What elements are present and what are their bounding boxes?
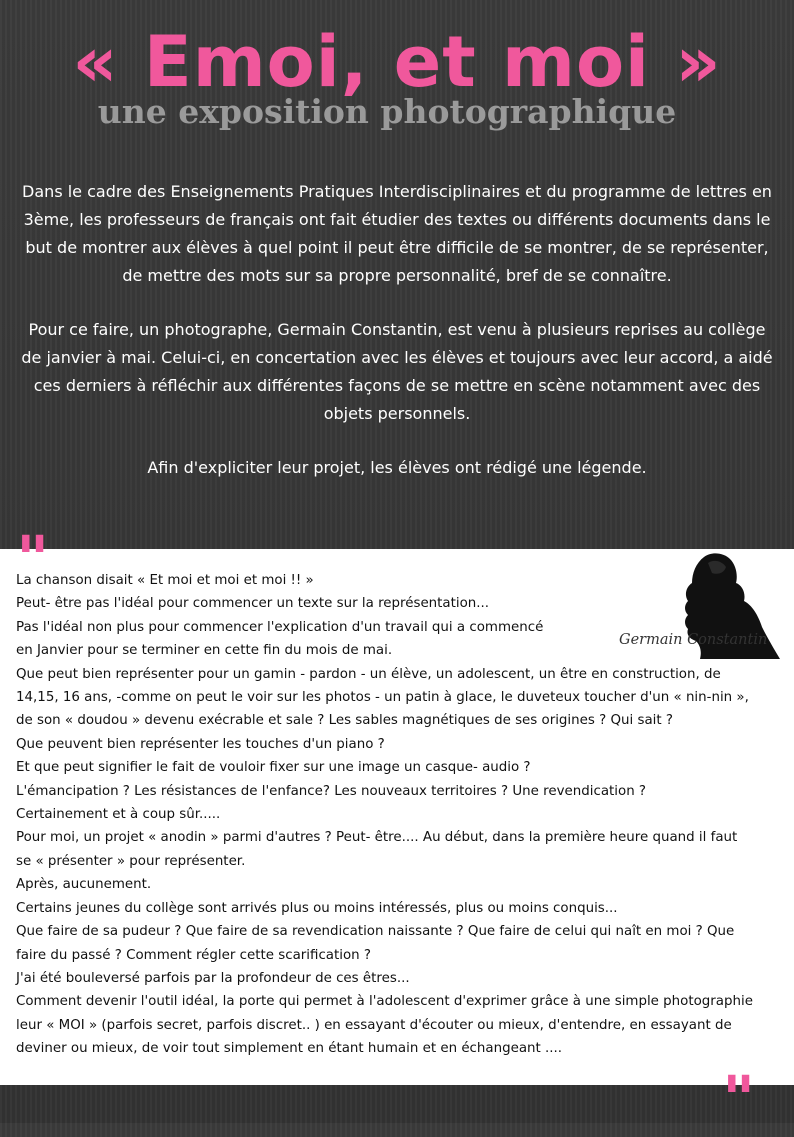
close-quote-mark: " (722, 1062, 756, 1137)
quote-line: Que peut bien représenter pour un gamin - pardon - un élève, un adolescent, un être en construction, de (16, 666, 721, 682)
quote-line: Certainement et à coup sûr..... (16, 807, 221, 823)
quote-line: L'émancipation ? Les résistances de l'enfance? Les nouveaux territoires ? Une revendication ? (16, 783, 647, 799)
photographer-signature: Germain Constantin (619, 632, 768, 648)
poster-title: « Emoi, et moi » (72, 21, 722, 103)
quote-line: leur « MOI » (parfois secret, parfois discret.. ) en essayant d'écouter ou mieux, d'entendre, en essayant de (16, 1017, 732, 1033)
quote-line: Que peuvent bien représenter les touches d'un piano ? (16, 736, 385, 752)
poster-subtitle: une exposition photographique (97, 92, 677, 131)
quote-line: Peut- être pas l'idéal pour commencer un texte sur la représentation... (16, 596, 490, 612)
quote-line: La chanson disait « Et moi et moi et moi !! » (16, 573, 314, 588)
quote-line: se « présenter » pour représenter. (16, 853, 246, 869)
quote-line: 14,15, 16 ans, -comme on peut le voir sur les photos - un patin à glace, le duveteux toucher d'un « nin-nin », (16, 690, 749, 706)
intro-paragraph: Dans le cadre des Enseignements Pratiques Interdisciplinaires et du programme de lettres en 3ème, les professeurs de français ont fait étudier des textes ou différents documents dans le but de montrer aux élèves à quel point il peut être difficile de se montrer, de se représenter, de mettre des mots sur sa propre personnalité, bref de se connaître. (22, 182, 772, 285)
quote-line: Et que peut signifier le fait de vouloir fixer sur une image un casque- audio ? (16, 760, 531, 776)
open-quote-mark: " (16, 522, 50, 597)
quote-line: Comment devenir l'outil idéal, la porte qui permet à l'adolescent d'exprimer grâce à une simple photographie (16, 994, 753, 1010)
intro-paragraph: Pour ce faire, un photographe, Germain Constantin, est venu à plusieurs reprises au collège de janvier à mai. Celui-ci, en concertation avec les élèves et toujours avec leur accord, a aidé ces derniers à réfléchir aux différentes façons de se mettre en scène notamment avec des objets personnels. (21, 320, 773, 423)
quote-line: de son « doudou » devenu exécrable et sale ? Les sables magnétiques de ses origines ? Qui sait ? (16, 713, 673, 729)
quote-line: Après, aucunement. (16, 877, 152, 893)
quote-body (16, 569, 781, 1061)
intro-paragraph: Afin d'expliciter leur projet, les élèves ont rédigé une légende. (147, 458, 647, 477)
quote-line: Certains jeunes du collège sont arrivés plus ou moins intéressés, plus ou moins conquis... (16, 900, 618, 916)
intro-text (20, 178, 774, 508)
quote-line: Pas l'idéal non plus pour commencer l'explication d'un travail qui a commencé (16, 619, 544, 635)
quote-line: J'ai été bouleversé parfois par la profondeur de ces êtres... (16, 970, 410, 986)
quote-line: deviner ou mieux, de voir tout simplement en étant humain et en échangeant .... (16, 1041, 563, 1057)
quote-line: en Janvier pour se terminer en cette fin du mois de mai. (16, 643, 393, 659)
quote-line: Pour moi, un projet « anodin » parmi d'autres ? Peut- être.... Au début, dans la première heure quand il faut (16, 830, 738, 846)
quote-line: faire du passé ? Comment régler cette scarification ? (16, 947, 372, 963)
quote-line: Que faire de sa pudeur ? Que faire de sa revendication naissante ? Que faire de celui qui naît en moi ? Que (16, 924, 735, 940)
